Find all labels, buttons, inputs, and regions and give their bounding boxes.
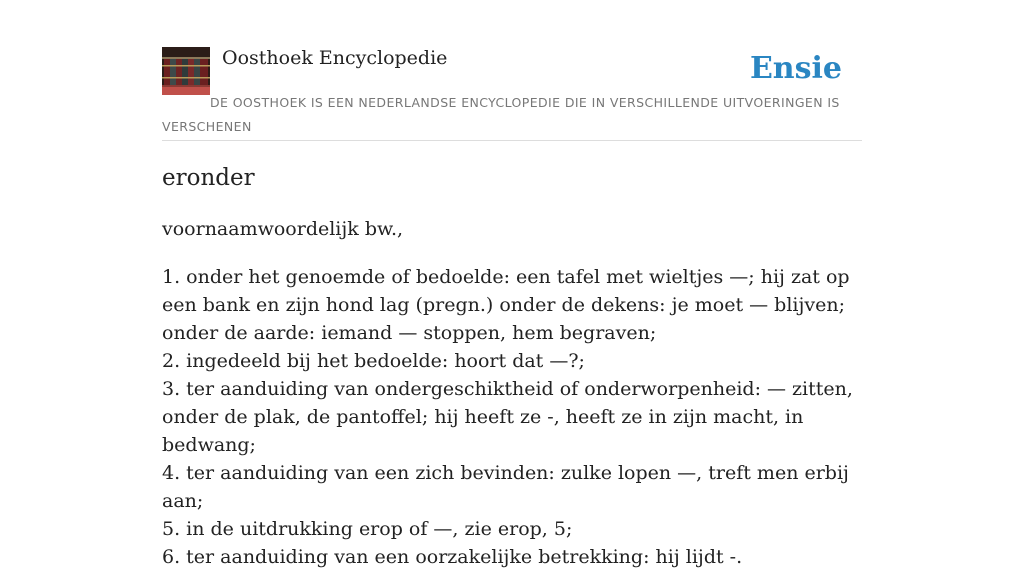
- books-avatar-icon[interactable]: [162, 47, 210, 95]
- definition-item: 5. in de uitdrukking erop of —, zie erop, 5;: [162, 518, 573, 540]
- entry-grammar: voornaamwoordelijk bw.,: [162, 218, 404, 240]
- site-title-link[interactable]: Oosthoek Encyclopedie: [222, 47, 448, 69]
- books-image: [162, 47, 210, 95]
- definition-item: 1. onder het genoemde of bedoelde: een tafel met wieltjes —; hij zat op een bank en zijn hond lag (pregn.) onder de dekens: je moet — blijven; onder de aarde: iemand — stoppen, hem begraven;: [162, 266, 850, 344]
- ensie-logo-link[interactable]: Ensie: [749, 51, 842, 86]
- definition-item: 6. ter aanduiding van een oorzakelijke betrekking: hij lijdt -.: [162, 546, 743, 568]
- definition-item: 4. ter aanduiding van een zich bevinden: zulke lopen —, treft men erbij aan;: [162, 462, 849, 512]
- page-container: [162, 46, 862, 568]
- site-header: [162, 46, 862, 141]
- definition-item: 3. ter aanduiding van ondergeschiktheid of onderworpenheid: — zitten, onder de plak, de pantoffel; hij heeft ze -, heeft ze in zijn macht, in bedwang;: [162, 378, 853, 456]
- site-tagline: DE OOSTHOEK IS EEN NEDERLANDSE ENCYCLOPEDIE DIE IN VERSCHILLENDE UITVOERINGEN IS VERSCHENEN: [162, 95, 840, 134]
- entry-definitions: [162, 263, 862, 571]
- definition-item: 2. ingedeeld bij het bedoelde: hoort dat —?;: [162, 350, 585, 372]
- entry-headword: eronder: [162, 165, 255, 191]
